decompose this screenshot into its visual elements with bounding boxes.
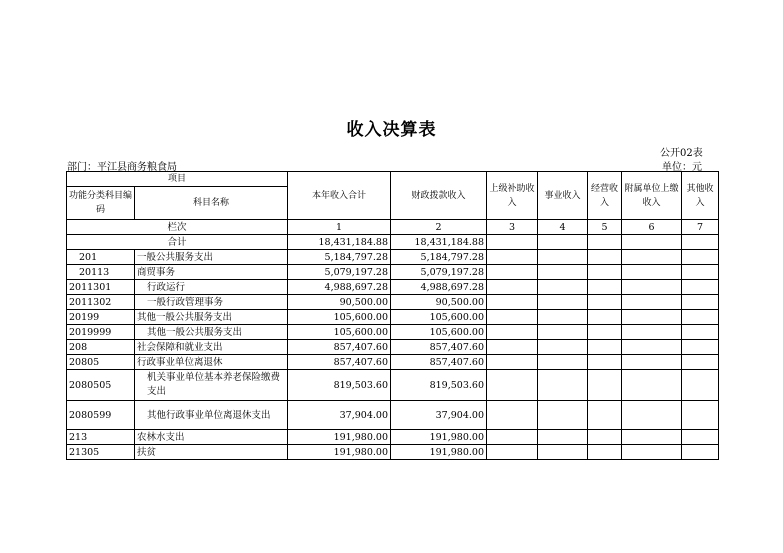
header-code: 功能分类科目编码 (67, 187, 135, 220)
row-code: 20805 (67, 355, 135, 370)
row-name: 机关事业单位基本养老保险缴费支出 (135, 370, 288, 401)
row-fiscal: 90,500.00 (391, 295, 487, 310)
row-code: 20113 (67, 265, 135, 280)
department-label: 部门：平江县商务粮食局 (67, 162, 177, 173)
col-num: 7 (682, 220, 719, 235)
col-num: 3 (487, 220, 538, 235)
table-row (67, 310, 719, 325)
col-num: 1 (288, 220, 391, 235)
row-code: 213 (67, 430, 135, 445)
row-fiscal: 37,904.00 (391, 401, 487, 430)
row-name: 农林水支出 (135, 430, 288, 445)
row-name: 一般行政管理事务 (135, 295, 288, 310)
col-num: 2 (391, 220, 487, 235)
row-fiscal: 191,980.00 (391, 445, 487, 460)
table-row (67, 265, 719, 280)
row-name: 其他一般公共服务支出 (135, 310, 288, 325)
row-fiscal: 857,407.60 (391, 355, 487, 370)
col-num: 4 (538, 220, 588, 235)
income-table (66, 171, 719, 460)
row-total: 105,600.00 (288, 310, 391, 325)
row-total: 857,407.60 (288, 340, 391, 355)
header-fiscal: 财政拨款收入 (391, 172, 487, 220)
row-code: 2080599 (67, 401, 135, 430)
row-fiscal: 105,600.00 (391, 310, 487, 325)
row-name: 其他一般公共服务支出 (135, 325, 288, 340)
table-row (67, 355, 719, 370)
row-total: 819,503.60 (288, 370, 391, 401)
header-operating: 经营收入 (588, 172, 622, 220)
total-label: 合计 (67, 235, 288, 250)
row-name: 扶贫 (135, 445, 288, 460)
row-total: 857,407.60 (288, 355, 391, 370)
row-fiscal: 5,079,197.28 (391, 265, 487, 280)
row-name: 一般公共服务支出 (135, 250, 288, 265)
header-total: 本年收入合计 (288, 172, 391, 220)
row-fiscal: 5,184,797.28 (391, 250, 487, 265)
row-code: 20199 (67, 310, 135, 325)
table-row (67, 401, 719, 430)
table-row (67, 370, 719, 401)
total-row (67, 235, 719, 250)
row-code: 2011302 (67, 295, 135, 310)
row-code: 201 (67, 250, 135, 265)
table-row (67, 325, 719, 340)
row-code: 208 (67, 340, 135, 355)
row-code: 21305 (67, 445, 135, 460)
table-row (67, 340, 719, 355)
row-fiscal: 105,600.00 (391, 325, 487, 340)
row-name: 商贸事务 (135, 265, 288, 280)
row-name: 行政运行 (135, 280, 288, 295)
table-row (67, 250, 719, 265)
table-row (67, 430, 719, 445)
row-total: 191,980.00 (288, 430, 391, 445)
col-num: 5 (588, 220, 622, 235)
form-code: 公开02表 (660, 148, 703, 159)
row-total: 105,600.00 (288, 325, 391, 340)
total-amount: 18,431,184.88 (288, 235, 391, 250)
row-fiscal: 191,980.00 (391, 430, 487, 445)
header-name: 科目名称 (135, 187, 288, 220)
col-num: 6 (622, 220, 682, 235)
row-total: 191,980.00 (288, 445, 391, 460)
row-total: 5,079,197.28 (288, 265, 391, 280)
row-fiscal: 857,407.60 (391, 340, 487, 355)
header-affiliated: 附属单位上缴收入 (622, 172, 682, 220)
row-fiscal: 4,988,697.28 (391, 280, 487, 295)
unit-label: 单位：元 (662, 162, 702, 173)
table-row (67, 445, 719, 460)
report-title: 收入决算表 (346, 120, 437, 140)
table-row (67, 280, 719, 295)
row-total: 90,500.00 (288, 295, 391, 310)
header-other: 其他收入 (682, 172, 719, 220)
row-name: 行政事业单位离退休 (135, 355, 288, 370)
row-fiscal: 819,503.60 (391, 370, 487, 401)
row-total: 37,904.00 (288, 401, 391, 430)
row-name: 其他行政事业单位离退休支出 (135, 401, 288, 430)
total-fiscal: 18,431,184.88 (391, 235, 487, 250)
header-business: 事业收入 (538, 172, 588, 220)
row-name: 社会保障和就业支出 (135, 340, 288, 355)
table-row (67, 295, 719, 310)
row-code: 2011301 (67, 280, 135, 295)
row-code: 2080505 (67, 370, 135, 401)
row-total: 4,988,697.28 (288, 280, 391, 295)
header-superior: 上级补助收入 (487, 172, 538, 220)
col-row-label: 栏次 (67, 220, 288, 235)
header-item: 项目 (67, 172, 288, 187)
row-code: 2019999 (67, 325, 135, 340)
row-total: 5,184,797.28 (288, 250, 391, 265)
